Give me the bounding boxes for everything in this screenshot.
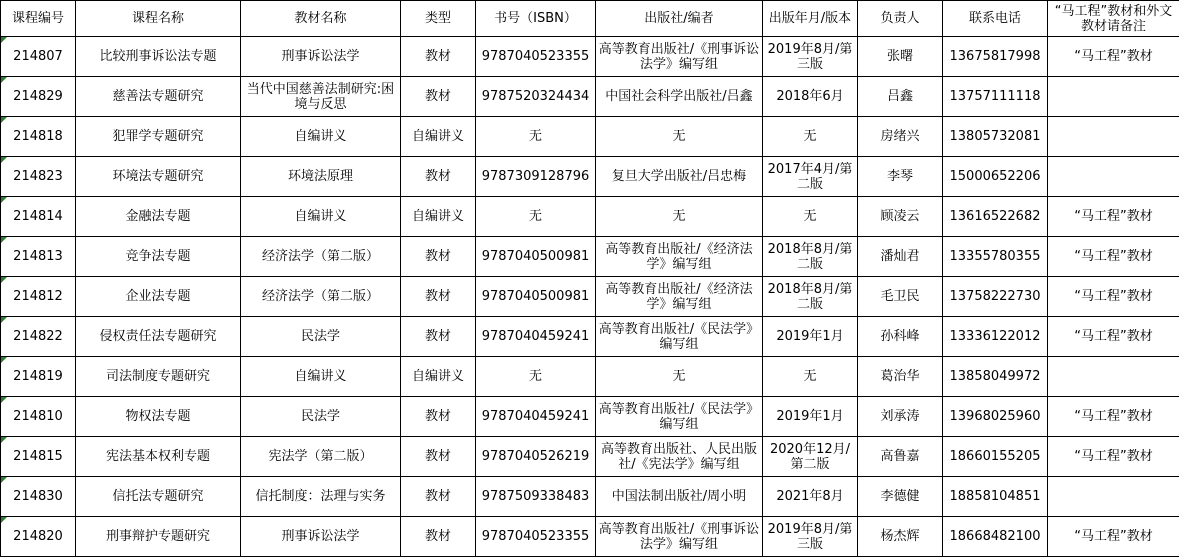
cell-textbook-name[interactable]: 宪法学（第二版） <box>241 437 401 477</box>
header-row <box>1 1 1179 37</box>
cell-course-name[interactable]: 竞争法专题 <box>76 237 241 277</box>
cell-course-id[interactable]: 214813 <box>1 237 76 277</box>
cell-isbn[interactable]: 9787040500981 <box>476 277 596 317</box>
cell-publisher-editor[interactable]: 高等教育出版社/《经济法学》编写组 <box>596 277 763 317</box>
cell-type[interactable]: 教材 <box>401 237 476 277</box>
cell-isbn[interactable]: 无 <box>476 357 596 397</box>
cell-type[interactable]: 教材 <box>401 157 476 197</box>
cell-publish-date-edition[interactable]: 无 <box>763 357 858 397</box>
cell-publisher-editor[interactable]: 无 <box>596 197 763 237</box>
cell-course-id[interactable]: 214829 <box>1 77 76 117</box>
cell-course-name[interactable]: 企业法专题 <box>76 277 241 317</box>
cell-owner[interactable]: 杨杰辉 <box>858 517 943 557</box>
column-header-owner: 负责人 <box>858 1 943 37</box>
cell-isbn[interactable]: 无 <box>476 197 596 237</box>
cell-textbook-name[interactable]: 当代中国慈善法制研究:困境与反思 <box>241 77 401 117</box>
column-header-course-id: 课程编号 <box>1 1 76 37</box>
cell-isbn[interactable]: 9787509338483 <box>476 477 596 517</box>
table-row <box>1 397 1179 437</box>
table-body <box>1 37 1179 557</box>
cell-owner[interactable]: 李德健 <box>858 477 943 517</box>
cell-isbn[interactable]: 9787040523355 <box>476 37 596 77</box>
cell-phone[interactable]: 15000652206 <box>943 157 1048 197</box>
cell-publish-date-edition[interactable]: 2018年8月/第二版 <box>763 237 858 277</box>
column-header-publish-date-edition: 出版年月/版本 <box>763 1 858 37</box>
cell-publish-date-edition[interactable]: 2019年8月/第三版 <box>763 517 858 557</box>
cell-publish-date-edition[interactable]: 无 <box>763 197 858 237</box>
cell-phone[interactable]: 13758222730 <box>943 277 1048 317</box>
cell-remark[interactable] <box>1048 77 1179 117</box>
cell-type[interactable]: 教材 <box>401 37 476 77</box>
cell-course-id[interactable]: 214807 <box>1 37 76 77</box>
cell-publish-date-edition[interactable]: 2018年6月 <box>763 77 858 117</box>
cell-publisher-editor[interactable]: 无 <box>596 357 763 397</box>
cell-type[interactable]: 自编讲义 <box>401 197 476 237</box>
cell-course-name[interactable]: 宪法基本权利专题 <box>76 437 241 477</box>
cell-publisher-editor[interactable]: 高等教育出版社/《民法学》编写组 <box>596 317 763 357</box>
cell-publish-date-edition[interactable]: 2017年4月/第二版 <box>763 157 858 197</box>
cell-type[interactable]: 教材 <box>401 477 476 517</box>
cell-course-id[interactable]: 214819 <box>1 357 76 397</box>
cell-publisher-editor[interactable]: 高等教育出版社、人民出版社/《宪法学》编写组 <box>596 437 763 477</box>
cell-publisher-editor[interactable]: 高等教育出版社/《民法学》编写组 <box>596 397 763 437</box>
column-header-isbn: 书号（ISBN） <box>476 1 596 37</box>
cell-owner[interactable]: 潘灿君 <box>858 237 943 277</box>
cell-remark[interactable]: “马工程”教材 <box>1048 437 1179 477</box>
cell-textbook-name[interactable]: 经济法学（第二版） <box>241 237 401 277</box>
cell-remark[interactable]: “马工程”教材 <box>1048 197 1179 237</box>
cell-isbn[interactable]: 9787309128796 <box>476 157 596 197</box>
cell-isbn[interactable]: 9787040526219 <box>476 437 596 477</box>
cell-phone[interactable]: 18858104851 <box>943 477 1048 517</box>
cell-textbook-name[interactable]: 环境法原理 <box>241 157 401 197</box>
cell-remark[interactable] <box>1048 477 1179 517</box>
cell-phone[interactable]: 13336122012 <box>943 317 1048 357</box>
cell-course-id[interactable]: 214810 <box>1 397 76 437</box>
cell-phone[interactable]: 13355780355 <box>943 237 1048 277</box>
cell-owner[interactable]: 张曙 <box>858 37 943 77</box>
table-row <box>1 517 1179 557</box>
cell-isbn[interactable]: 9787040459241 <box>476 317 596 357</box>
cell-phone[interactable]: 13968025960 <box>943 397 1048 437</box>
table-row <box>1 197 1179 237</box>
cell-type[interactable]: 教材 <box>401 77 476 117</box>
cell-publish-date-edition[interactable]: 2018年8月/第二版 <box>763 277 858 317</box>
cell-owner[interactable]: 房绪兴 <box>858 117 943 157</box>
cell-course-name[interactable]: 信托法专题研究 <box>76 477 241 517</box>
table-row <box>1 357 1179 397</box>
cell-owner[interactable]: 吕鑫 <box>858 77 943 117</box>
cell-publish-date-edition[interactable]: 2020年12月/第二版 <box>763 437 858 477</box>
cell-owner[interactable]: 顾凌云 <box>858 197 943 237</box>
cell-remark[interactable]: “马工程”教材 <box>1048 277 1179 317</box>
cell-remark[interactable]: “马工程”教材 <box>1048 237 1179 277</box>
cell-phone[interactable]: 18668482100 <box>943 517 1048 557</box>
cell-course-id[interactable]: 214822 <box>1 317 76 357</box>
cell-textbook-name[interactable]: 民法学 <box>241 317 401 357</box>
cell-publish-date-edition[interactable]: 2019年1月 <box>763 317 858 357</box>
cell-publish-date-edition[interactable]: 无 <box>763 117 858 157</box>
cell-publisher-editor[interactable]: 高等教育出版社/《经济法学》编写组 <box>596 237 763 277</box>
cell-textbook-name[interactable]: 民法学 <box>241 397 401 437</box>
table-row <box>1 317 1179 357</box>
cell-remark[interactable] <box>1048 117 1179 157</box>
cell-course-id[interactable]: 214823 <box>1 157 76 197</box>
cell-phone[interactable]: 13858049972 <box>943 357 1048 397</box>
cell-type[interactable]: 教材 <box>401 437 476 477</box>
cell-owner[interactable]: 李琴 <box>858 157 943 197</box>
cell-textbook-name[interactable]: 信托制度：法理与实务 <box>241 477 401 517</box>
column-header-publisher-editor: 出版社/编者 <box>596 1 763 37</box>
table-row <box>1 477 1179 517</box>
table-row <box>1 437 1179 477</box>
table-row <box>1 277 1179 317</box>
cell-remark[interactable] <box>1048 357 1179 397</box>
cell-course-name[interactable]: 侵权责任法专题研究 <box>76 317 241 357</box>
table-row <box>1 237 1179 277</box>
cell-isbn[interactable]: 9787040459241 <box>476 397 596 437</box>
cell-remark[interactable]: “马工程”教材 <box>1048 517 1179 557</box>
cell-owner[interactable]: 刘承涛 <box>858 397 943 437</box>
table-row <box>1 77 1179 117</box>
cell-owner[interactable]: 高鲁嘉 <box>858 437 943 477</box>
cell-remark[interactable]: “马工程”教材 <box>1048 37 1179 77</box>
cell-isbn[interactable]: 无 <box>476 117 596 157</box>
cell-publish-date-edition[interactable]: 2021年8月 <box>763 477 858 517</box>
cell-phone[interactable]: 13616522682 <box>943 197 1048 237</box>
cell-textbook-name[interactable]: 自编讲义 <box>241 197 401 237</box>
cell-type[interactable]: 自编讲义 <box>401 117 476 157</box>
column-header-type: 类型 <box>401 1 476 37</box>
column-header-course-name: 课程名称 <box>76 1 241 37</box>
cell-textbook-name[interactable]: 经济法学（第二版） <box>241 277 401 317</box>
cell-owner[interactable]: 葛治华 <box>858 357 943 397</box>
cell-type[interactable]: 教材 <box>401 397 476 437</box>
cell-type[interactable]: 教材 <box>401 517 476 557</box>
cell-course-name[interactable]: 比较刑事诉讼法专题 <box>76 37 241 77</box>
cell-phone[interactable]: 18660155205 <box>943 437 1048 477</box>
cell-type[interactable]: 自编讲义 <box>401 357 476 397</box>
cell-course-name[interactable]: 刑事辩护专题研究 <box>76 517 241 557</box>
cell-type[interactable]: 教材 <box>401 277 476 317</box>
cell-type[interactable]: 教材 <box>401 317 476 357</box>
cell-phone[interactable]: 13675817998 <box>943 37 1048 77</box>
cell-textbook-name[interactable]: 刑事诉讼法学 <box>241 37 401 77</box>
cell-remark[interactable]: “马工程”教材 <box>1048 397 1179 437</box>
cell-course-name[interactable]: 慈善法专题研究 <box>76 77 241 117</box>
cell-course-name[interactable]: 司法制度专题研究 <box>76 357 241 397</box>
cell-remark[interactable]: “马工程”教材 <box>1048 317 1179 357</box>
cell-textbook-name[interactable]: 刑事诉讼法学 <box>241 517 401 557</box>
cell-publish-date-edition[interactable]: 2019年8月/第三版 <box>763 37 858 77</box>
cell-owner[interactable]: 毛卫民 <box>858 277 943 317</box>
cell-publisher-editor[interactable]: 高等教育出版社/《刑事诉讼法学》编写组 <box>596 517 763 557</box>
cell-isbn[interactable]: 9787040523355 <box>476 517 596 557</box>
cell-publisher-editor[interactable]: 中国法制出版社/周小明 <box>596 477 763 517</box>
cell-phone[interactable]: 13805732081 <box>943 117 1048 157</box>
column-header-textbook-name: 教材名称 <box>241 1 401 37</box>
cell-isbn[interactable]: 9787520324434 <box>476 77 596 117</box>
cell-course-id[interactable]: 214820 <box>1 517 76 557</box>
cell-publish-date-edition[interactable]: 2019年1月 <box>763 397 858 437</box>
cell-publisher-editor[interactable]: 复旦大学出版社/吕忠梅 <box>596 157 763 197</box>
cell-publisher-editor[interactable]: 无 <box>596 117 763 157</box>
cell-publisher-editor[interactable]: 高等教育出版社/《刑事诉讼法学》编写组 <box>596 37 763 77</box>
cell-course-id[interactable]: 214814 <box>1 197 76 237</box>
cell-course-name[interactable]: 物权法专题 <box>76 397 241 437</box>
cell-publisher-editor[interactable]: 中国社会科学出版社/吕鑫 <box>596 77 763 117</box>
cell-course-id[interactable]: 214815 <box>1 437 76 477</box>
table-row <box>1 37 1179 77</box>
cell-owner[interactable]: 孙科峰 <box>858 317 943 357</box>
table-row <box>1 117 1179 157</box>
cell-phone[interactable]: 13757111118 <box>943 77 1048 117</box>
cell-course-name[interactable]: 环境法专题研究 <box>76 157 241 197</box>
cell-textbook-name[interactable]: 自编讲义 <box>241 117 401 157</box>
cell-isbn[interactable]: 9787040500981 <box>476 237 596 277</box>
column-header-phone: 联系电话 <box>943 1 1048 37</box>
cell-remark[interactable] <box>1048 157 1179 197</box>
cell-course-id[interactable]: 214818 <box>1 117 76 157</box>
cell-course-name[interactable]: 犯罪学专题研究 <box>76 117 241 157</box>
cell-course-name[interactable]: 金融法专题 <box>76 197 241 237</box>
cell-course-id[interactable]: 214812 <box>1 277 76 317</box>
cell-course-id[interactable]: 214830 <box>1 477 76 517</box>
cell-textbook-name[interactable]: 自编讲义 <box>241 357 401 397</box>
column-header-remark: “马工程”教材和外文教材请备注 <box>1048 1 1179 37</box>
table-row <box>1 157 1179 197</box>
